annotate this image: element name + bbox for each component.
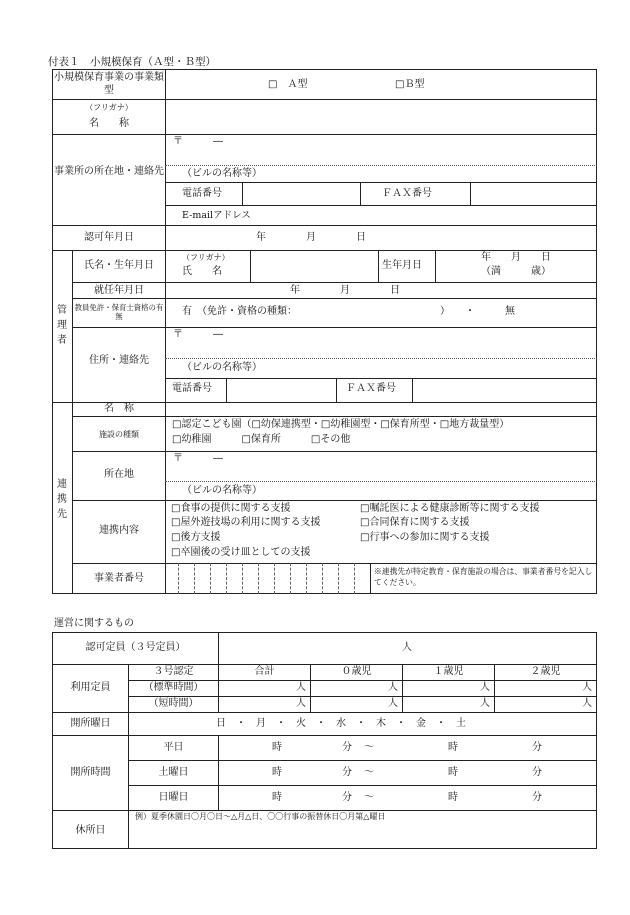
business-number-note: ※連携先が特定教育・保育施設の場合は、事業者番号を記入してください。 <box>374 567 593 587</box>
appointed-date-label: 就任年月日 <box>94 285 144 296</box>
sunday-start-hour[interactable]: 時 <box>272 792 282 803</box>
capacity-label: 認可定員（３号定員） <box>85 642 186 653</box>
col-age2: ２歳児 <box>530 666 561 677</box>
manager-birth-date-field[interactable]: 年 月 日 <box>481 252 551 263</box>
building-name-label: （ビルの名称等） <box>182 168 262 179</box>
saturday-start-min[interactable]: 分 <box>342 767 352 778</box>
holiday-field[interactable] <box>130 823 595 847</box>
email-label: E-mailアドレス <box>182 210 251 221</box>
sunday-tilde: ～ <box>364 792 374 803</box>
content-item-graduation[interactable]: □卒園後の受け皿としての支援 <box>171 547 311 558</box>
content-item-events[interactable]: □行事への参加に関する支援 <box>360 532 490 543</box>
content-item-health-check[interactable]: □嘱託医による健康診断等に関する支援 <box>360 503 540 514</box>
content-item-backup[interactable]: □後方支援 <box>171 532 221 543</box>
business-number-field[interactable] <box>167 565 369 592</box>
partner-building-label: （ビルの名称等） <box>182 485 262 496</box>
saturday-label: 土曜日 <box>158 767 189 778</box>
row-standard-label: （標準時間） <box>143 682 204 693</box>
saturday-tilde: ～ <box>364 767 374 778</box>
approval-date-field[interactable]: 年 月 日 <box>256 232 366 243</box>
saturday-end-min[interactable]: 分 <box>532 767 542 778</box>
short-age1-unit[interactable]: 人 <box>480 698 490 709</box>
saturday-start-hour[interactable]: 時 <box>272 767 282 778</box>
manager-birthdate-label: 生年月日 <box>382 260 422 271</box>
name-furigana-label: （フリガナ） <box>85 103 133 112</box>
type-a-checkbox[interactable]: □ Ａ型 <box>268 79 308 90</box>
col-age0: ０歳児 <box>341 666 372 677</box>
partner-name-label: 名 称 <box>104 403 134 414</box>
sunday-label: 日曜日 <box>158 792 189 803</box>
weekday-tilde: ～ <box>364 742 374 753</box>
operation-heading: 運営に関するもの <box>54 618 134 629</box>
manager-age-field[interactable]: （満 歳） <box>481 266 551 277</box>
standard-age0-unit[interactable]: 人 <box>388 682 398 693</box>
business-number-label: 事業者番号 <box>94 573 144 584</box>
type-b-checkbox[interactable]: □Ｂ型 <box>395 79 425 90</box>
manager-building-label: （ビルの名称等） <box>182 362 262 373</box>
col-age1: １歳児 <box>433 666 464 677</box>
appointed-date-field[interactable]: 年 月 日 <box>290 285 400 296</box>
tel-label: 電話番号 <box>182 188 222 199</box>
content-item-playground[interactable]: □屋外遊技場の利用に関する支援 <box>171 517 321 528</box>
weekday-start-hour[interactable]: 時 <box>272 742 282 753</box>
weekday-label: 平日 <box>163 742 184 753</box>
partner-group-label: 連携先 <box>57 479 67 520</box>
holiday-label: 休所日 <box>75 825 106 836</box>
content-item-meal[interactable]: □食事の提供に関する支援 <box>171 503 291 514</box>
partner-location-label: 所在地 <box>104 469 134 480</box>
manager-name-birth-label: 氏名・生年月日 <box>84 260 154 271</box>
facility-type-options-1[interactable]: □認定こども園（□幼保連携型・□幼稚園型・□保育所型・□地方裁量型） <box>172 419 510 430</box>
hours-label: 開所時間 <box>70 767 111 778</box>
capacity-unit: 人 <box>402 642 412 653</box>
business-type-label: 小規模保育事業の事業類型 <box>54 72 164 96</box>
approval-date-label: 認可年月日 <box>84 232 134 243</box>
open-days-options[interactable]: 日 ・ 月 ・ 火 ・ 水 ・ 木 ・ 金 ・ 土 <box>216 718 466 729</box>
row-short-label: （短時間） <box>148 698 199 709</box>
form-title: 付表１ 小規模保育（Ａ型・Ｂ型） <box>48 56 216 68</box>
facility-name-label: 名 称 <box>89 118 129 129</box>
short-total-unit[interactable]: 人 <box>296 698 306 709</box>
partner-postal-field[interactable]: 〒 ― <box>173 453 223 464</box>
manager-fax-label: ＦＡＸ番号 <box>346 383 396 394</box>
manager-postal-field[interactable]: 〒 ― <box>173 329 223 340</box>
postal-code-field[interactable]: 〒 ― <box>173 136 223 147</box>
open-days-label: 開所曜日 <box>70 718 111 729</box>
content-item-joint-care[interactable]: □合同保育に関する支援 <box>360 517 470 528</box>
weekday-end-hour[interactable]: 時 <box>448 742 458 753</box>
standard-age2-unit[interactable]: 人 <box>582 682 592 693</box>
manager-furigana-label: （フリガナ） <box>182 253 230 262</box>
facility-type-label: 施設の種類 <box>99 430 139 439</box>
partnership-content-label: 連携内容 <box>99 525 139 536</box>
manager-name-label: 氏 名 <box>182 266 222 277</box>
manager-tel-label: 電話番号 <box>172 383 212 394</box>
license-type-field[interactable]: 有 （免許・資格の種類： <box>182 306 297 317</box>
facility-name-field[interactable] <box>167 101 595 132</box>
short-age2-unit[interactable]: 人 <box>582 698 592 709</box>
manager-address-label: 住所・連絡先 <box>89 355 149 366</box>
holiday-example: 例）夏季休園日〇月〇日～△月△日、〇〇行事の振替休日〇月第△曜日 <box>135 812 386 821</box>
license-label: 教員免許・保育士資格の有無 <box>74 303 164 321</box>
standard-age1-unit[interactable]: 人 <box>480 682 490 693</box>
sunday-start-min[interactable]: 分 <box>342 792 352 803</box>
sunday-end-hour[interactable]: 時 <box>448 792 458 803</box>
license-yes-no[interactable]: ） ・ 無 <box>440 306 515 317</box>
col-3go: ３号認定 <box>153 666 194 677</box>
sunday-end-min[interactable]: 分 <box>532 792 542 803</box>
fax-label: ＦＡＸ番号 <box>382 188 432 199</box>
weekday-start-min[interactable]: 分 <box>342 742 352 753</box>
main-table-frame <box>52 69 597 594</box>
facility-type-options-2[interactable]: □幼稚園 □保育所 □その他 <box>172 434 351 445</box>
weekday-end-min[interactable]: 分 <box>532 742 542 753</box>
enrollment-label: 利用定員 <box>70 682 111 693</box>
location-label: 事業所の所在地・連絡先 <box>54 166 164 177</box>
saturday-end-hour[interactable]: 時 <box>448 767 458 778</box>
short-age0-unit[interactable]: 人 <box>388 698 398 709</box>
col-total: 合計 <box>254 666 275 677</box>
standard-total-unit[interactable]: 人 <box>296 682 306 693</box>
manager-group-label: 管理者 <box>57 305 67 346</box>
